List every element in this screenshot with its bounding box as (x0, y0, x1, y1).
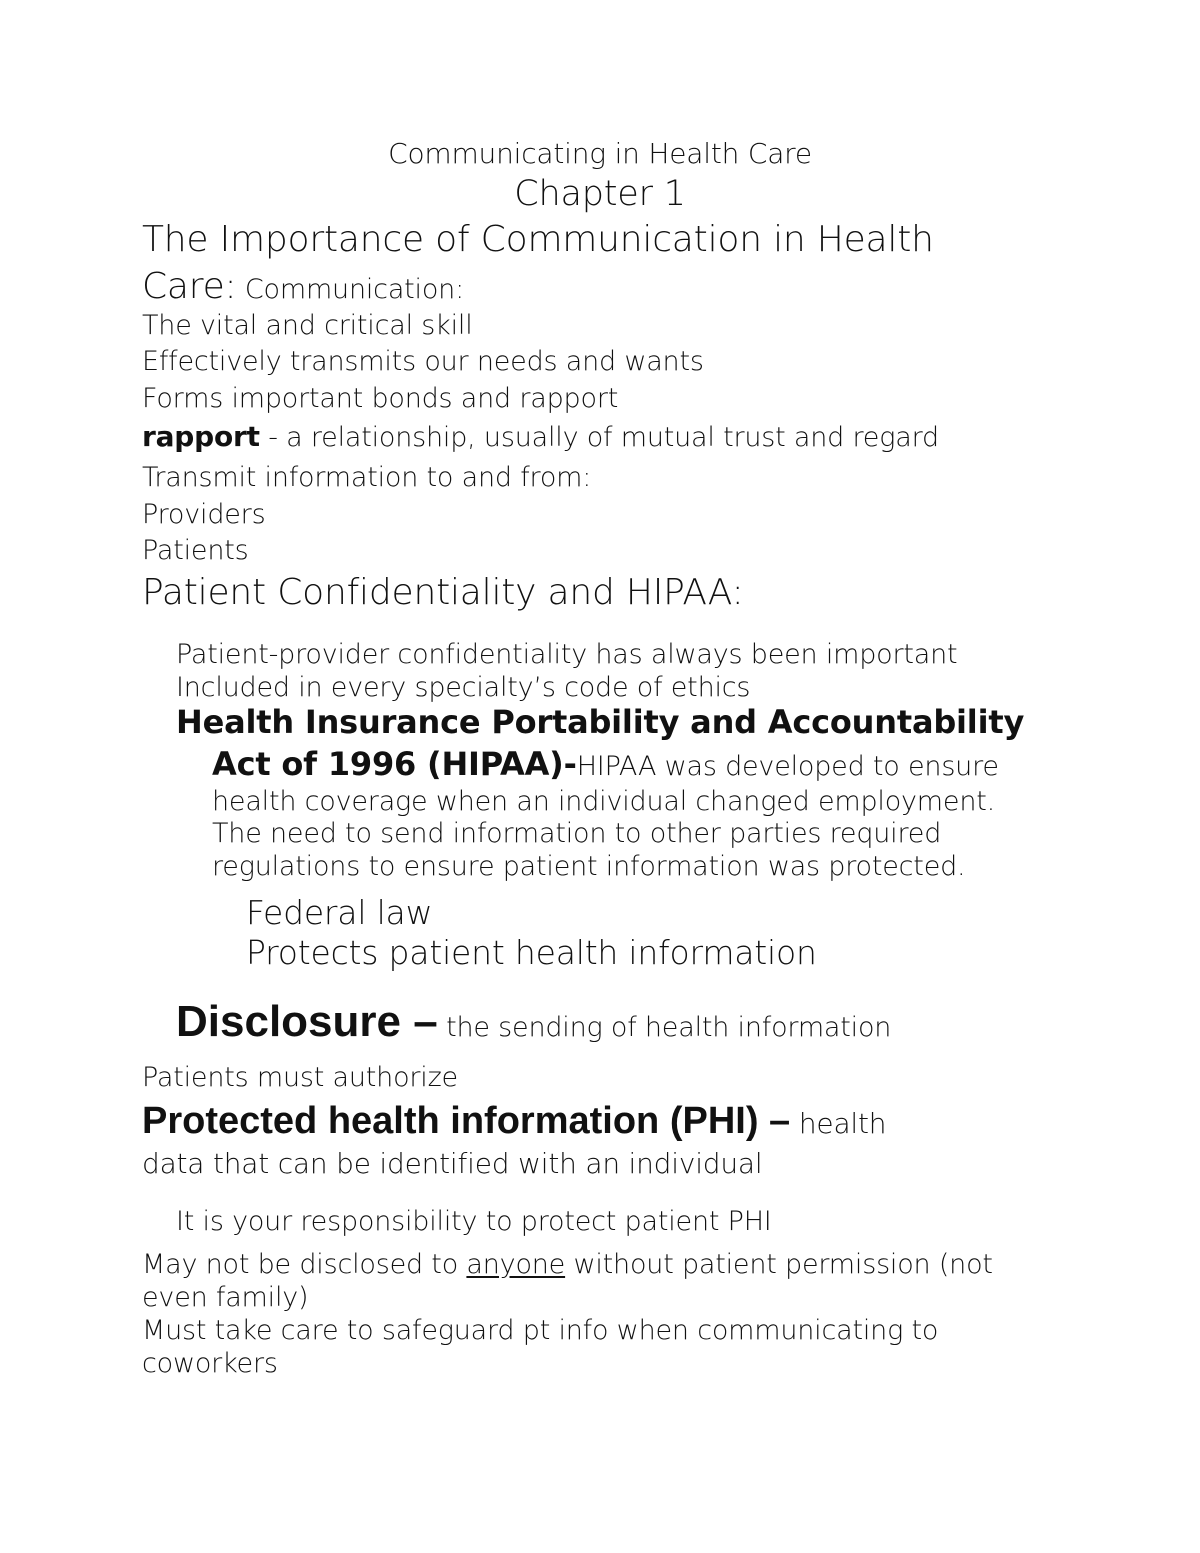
section-heading-importance: The Importance of Communication in Health (142, 219, 934, 260)
phi-definition (142, 1100, 886, 1144)
hipaa-full-name: Health Insurance Portability and Accountability (176, 703, 1025, 741)
phi-def: health (790, 1107, 887, 1140)
rapport-term: rapport (142, 420, 260, 453)
transmit-line: Transmit information to and from: (142, 462, 592, 493)
disclose-emphasis: anyone (466, 1249, 566, 1280)
section-heading-care: Care: (142, 266, 237, 307)
responsibility-line: It is your responsibility to protect patient PHI (176, 1206, 772, 1237)
hipaa-description: health coverage when an individual changed employment. (212, 786, 995, 817)
safeguard-line-cont: coworkers (142, 1348, 278, 1379)
disclose-pre: May not be disclosed to (142, 1249, 467, 1280)
disclosure-term: Disclosure – (176, 997, 438, 1046)
chapter-title: Chapter 1 (514, 174, 686, 214)
list-item: Patient-provider confidentiality has always been important (176, 639, 958, 670)
section-heading-importance-cont (142, 266, 464, 307)
list-item: Patients (142, 535, 249, 566)
list-item: Protects patient health information (246, 933, 817, 972)
disclose-post: without patient permission (not (565, 1249, 993, 1280)
communication-subheading: Communication: (236, 274, 464, 305)
list-item: Forms important bonds and rapport (142, 383, 619, 414)
hipaa-act-line (212, 746, 999, 783)
list-item: The vital and critical skill (142, 310, 473, 341)
document-header-title: Communicating in Health Care (388, 137, 812, 170)
phi-definition-cont: data that can be identified with an individual (142, 1147, 763, 1180)
list-item: Effectively transmits our needs and wants (142, 346, 704, 377)
disclose-line (142, 1249, 993, 1280)
disclosure-def: the sending of health information (437, 1012, 892, 1043)
hipaa-description: regulations to ensure patient information was protected. (212, 851, 966, 882)
rapport-definition (142, 421, 939, 453)
hipaa-description: The need to send information to other parties required (212, 818, 942, 849)
list-item: Included in every specialty’s code of ethics (176, 672, 751, 703)
list-item: Providers (142, 499, 266, 530)
authorize-line: Patients must authorize (142, 1062, 458, 1093)
hipaa-description-start: HIPAA was developed to ensure (576, 751, 999, 782)
hipaa-act-name: Act of 1996 (HIPAA)- (212, 745, 577, 783)
safeguard-line: Must take care to safeguard pt info when communicating to (142, 1315, 939, 1346)
rapport-def: - a relationship, usually of mutual trust and regard (259, 422, 939, 453)
list-item: Federal law (246, 893, 433, 932)
disclosure-definition (176, 997, 891, 1048)
phi-term: Protected health information (PHI) – (142, 1100, 791, 1142)
section-heading-confidentiality: Patient Confidentiality and HIPAA: (142, 572, 744, 613)
disclose-line-cont: even family) (142, 1282, 309, 1313)
